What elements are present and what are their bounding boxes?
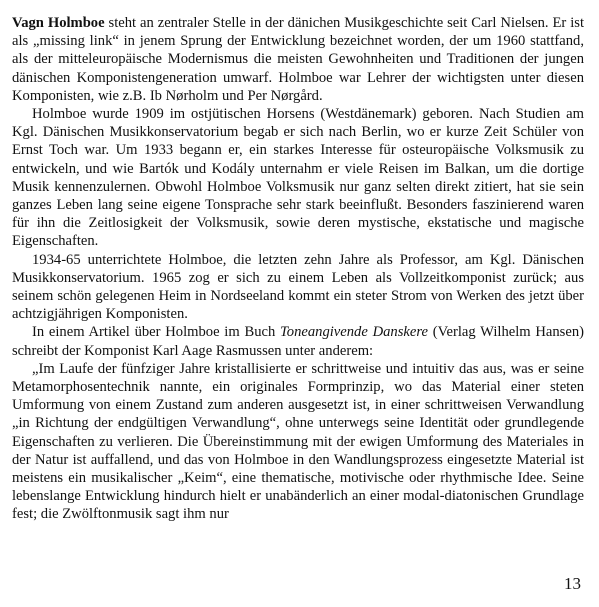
paragraph-teaching: 1934-65 unterrichtete Holmboe, die letzten zehn Jahre als Professor, am Kgl. Dänischen Musikkonservatorium. 1965 zog er sich zu einem Leben als Vollzeitkomponist zurück; aus seinem schön gelegenen Heim in Nordseeland kommt ein steter Strom von Werken des jetzt über achtzigjährigen Komponisten. <box>12 251 584 323</box>
paragraph-biography: Holmboe wurde 1909 im ostjütischen Horsens (Westdänemark) geboren. Nach Studien am Kgl. Dänischen Musikkonservatorium begab er sich nach Berlin, wo er kurze Zeit Schüler von Ernst Toch war. Um 1933 begann er, ein starkes Interesse für osteuropäische Volksmusik zu entwickeln, und wie Bartók und Kodály unternahm er viele Reisen im Balkan, um die dortige Musik kennenzulernen. Obwohl Holmboe Volksmusik nur ganz selten direkt zitiert, hat sie sein ganzes Leben lang seine eigene Tonsprache sehr stark beeinflußt. Besonders faszinierend waren für ihn die Zeitlosigkeit der Volksmusik, sowie deren mystische, ekstatische und magische Eigenschaften. <box>12 106 584 250</box>
paragraph-intro <box>12 14 584 105</box>
paragraph-intro-text: steht an zentraler Stelle in der dänichen Musikgeschichte seit Carl Nielsen. Er ist als „missing link“ in jenem Sprung der Entwicklung bezeichnet worden, der um 1960 stattfand, als der mitteleuropäische Modernismus die meisten Gewohnheiten und Traditionen der jungen dänischen Komponistengeneration umwarf. Holmboe war Lehrer der wichtigsten unter diesen Komponisten, wie z.B. Ib Nørholm und Per Nørgård. <box>12 15 584 104</box>
paragraph-quote: „Im Laufe der fünfziger Jahre kristallisierte er schrittweise und intuitiv das aus, was er seine Metamorphosentechnik nannte, ein originales Formprinzip, wo das Material einer steten Umformung von einem Zustand zum anderen ausgesetzt ist, in einer schrittweisen Verwandlung „in Richtung der endgültigen Verwandlung“, ohne unterwegs seine Identität oder grundlegende Eigenschaften zu verlieren. Die Übereinstimmung mit der ewigen Umformung des Materiales in der Natur ist auffallend, und das von Holmboe in den Wandlungsprozess eingesetzte Material ist meistens ein musikalischer „Keim“, eine thematische, motivische oder rhythmische Idee. Seine lebenslange Entwicklung hindurch hielt er unabänderlich an einer modal-diatonischen Grundlage fest; die Zwölftonmusik sagt ihm nur <box>12 360 584 523</box>
page-number: 13 <box>564 574 581 593</box>
book-title: Toneangivende Danskere <box>280 324 428 341</box>
document-body <box>12 14 584 524</box>
paragraph-article-text-before: In einem Artikel über Holmboe im Buch <box>32 324 281 341</box>
composer-name: Vagn Holmboe <box>12 15 105 31</box>
paragraph-article-text-after: (Verlag Wilhelm Hansen) schreibt der Komponist Karl Aage Rasmussen unter anderem: <box>12 324 584 359</box>
paragraph-article <box>12 323 584 359</box>
